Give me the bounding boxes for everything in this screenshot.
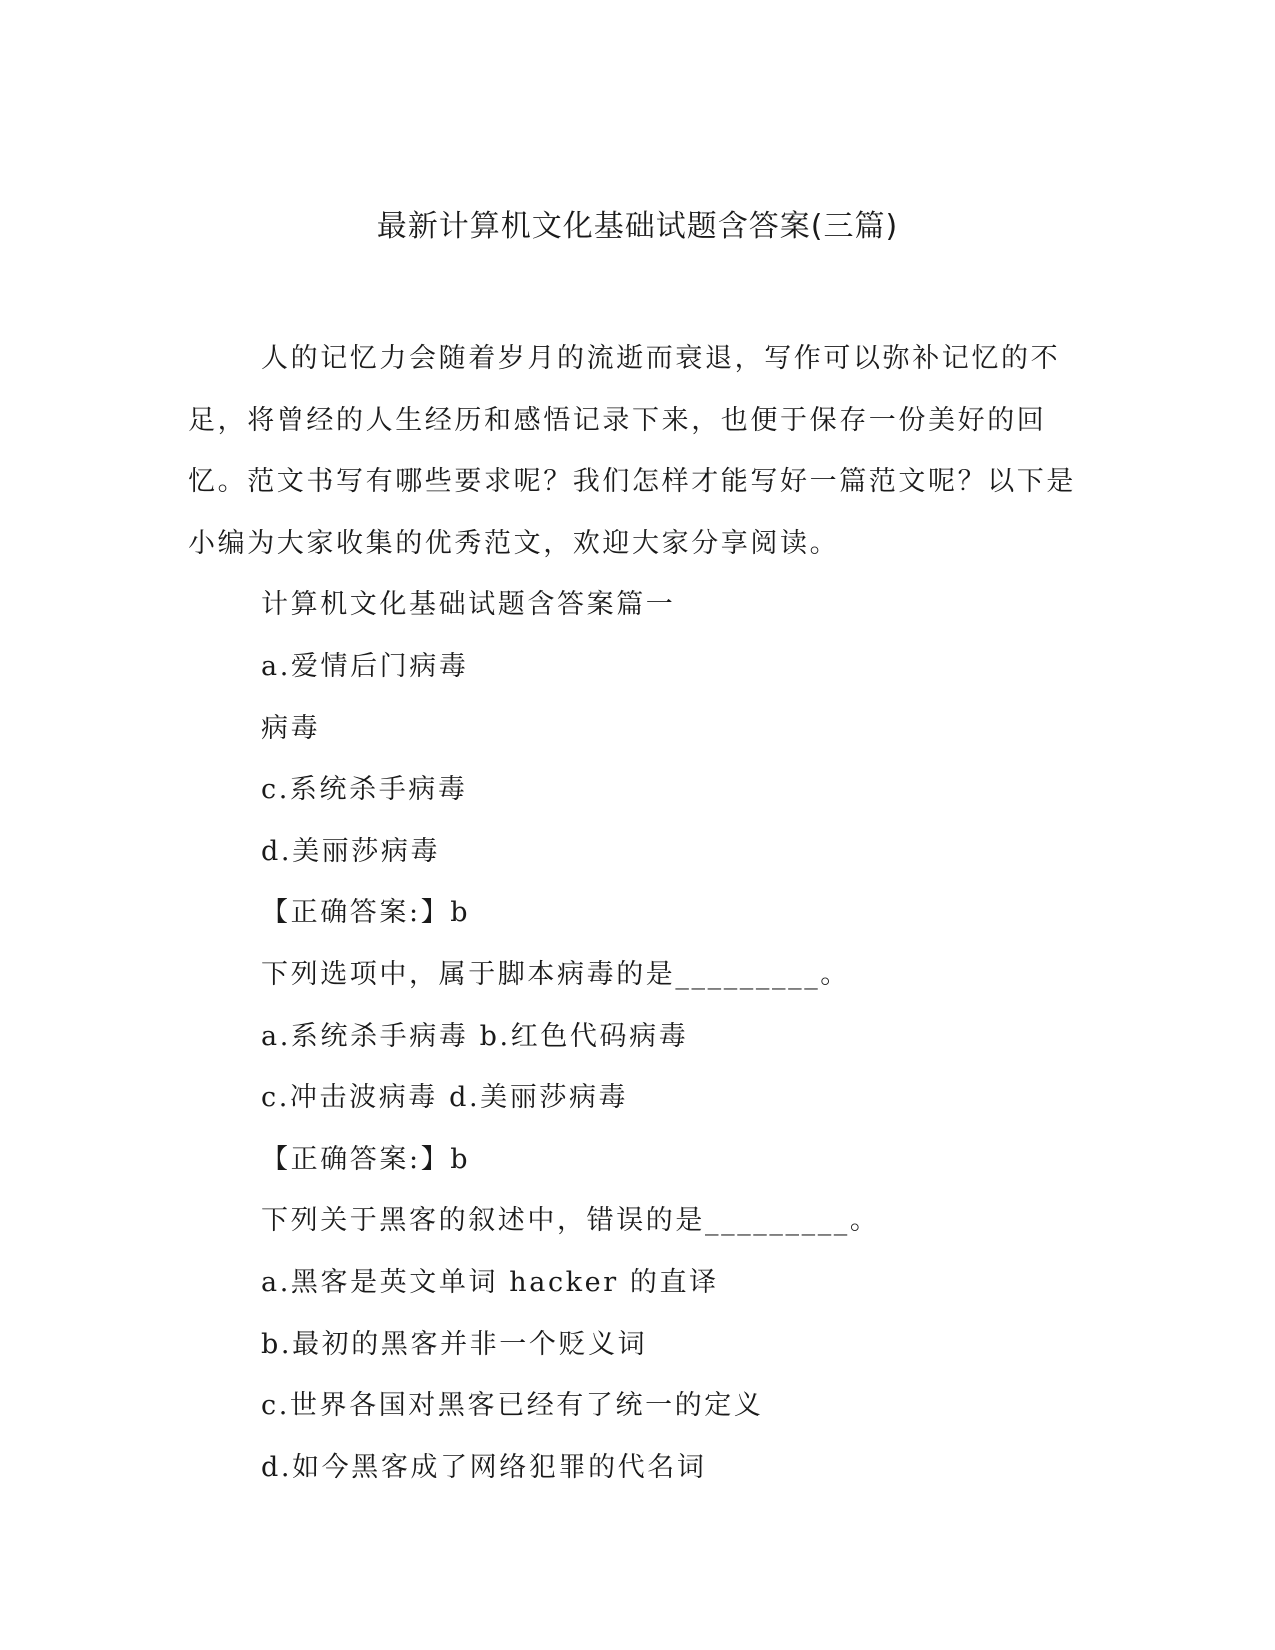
option-line: b.最初的黑客并非一个贬义词	[261, 1328, 648, 1360]
option-line: d.美丽莎病毒	[261, 835, 441, 867]
intro-paragraph: 人的记忆力会随着岁月的流逝而衰退，写作可以弥补记忆的不足，将曾经的人生经历和感悟记录下来，也便于保存一份美好的回忆。范文书写有哪些要求呢？我们怎样才能写好一篇范文呢？以下是小编为大家收集的优秀范文，欢迎大家分享阅读。	[188, 343, 1076, 559]
option-line: 病毒	[261, 712, 321, 744]
answer-line: 【正确答案:】b	[261, 897, 471, 929]
question-line: 下列选项中，属于脚本病毒的是_________。	[261, 958, 850, 990]
option-line: c.世界各国对黑客已经有了统一的定义	[261, 1390, 764, 1422]
answer-line: 【正确答案:】b	[261, 1143, 471, 1175]
section-heading: 计算机文化基础试题含答案篇一	[261, 589, 676, 621]
question-line: 下列关于黑客的叙述中，错误的是_________。	[261, 1205, 880, 1237]
document-title: 最新计算机文化基础试题含答案(三篇)	[376, 209, 899, 244]
option-line: d.如今黑客成了网络犯罪的代名词	[261, 1451, 707, 1483]
option-line: a.系统杀手病毒 b.红色代码病毒	[261, 1020, 689, 1052]
document-body	[188, 328, 1088, 1498]
option-line: a.黑客是英文单词 hacker 的直译	[261, 1266, 719, 1298]
option-line: c.系统杀手病毒	[261, 774, 468, 806]
option-line: a.爱情后门病毒	[261, 650, 469, 682]
option-line: c.冲击波病毒 d.美丽莎病毒	[261, 1082, 629, 1114]
